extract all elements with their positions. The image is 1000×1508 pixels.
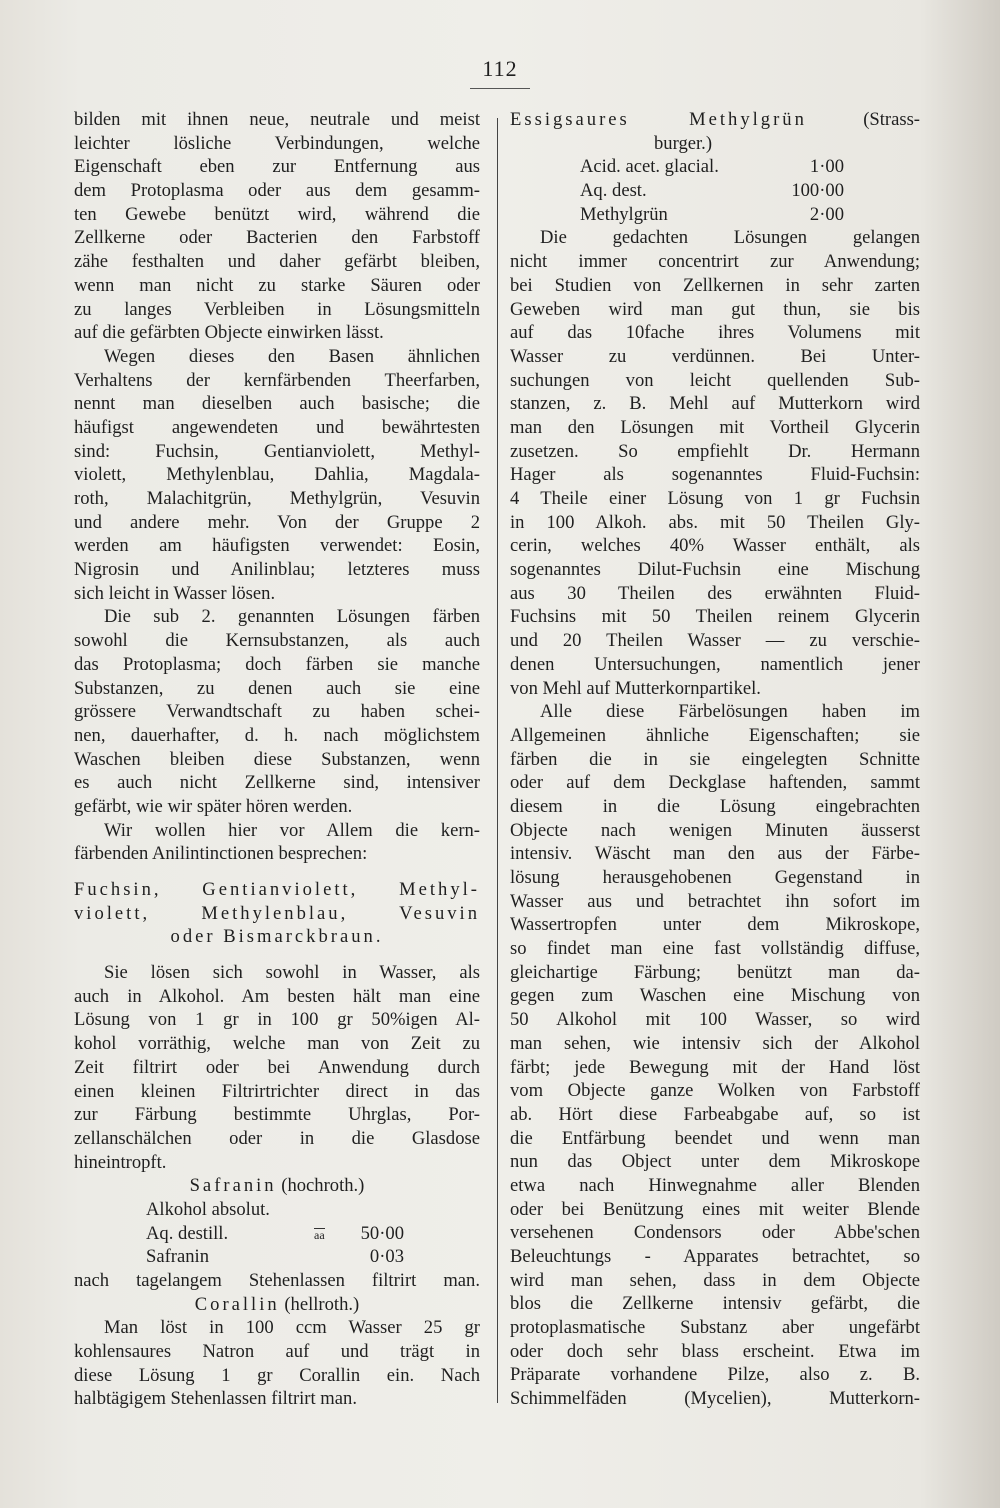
- text-line: violett, Methylenblau, Vesuvin: [74, 902, 480, 924]
- text-line: diesem in die Lösung eingebrachten: [510, 795, 920, 817]
- text-line: Verhaltens der kernfärbenden Theerfarben,: [74, 369, 480, 391]
- text-line: cerin, welches 40% Wasser enthält, als: [510, 535, 920, 557]
- recipe-ingredient: Methylgrün: [580, 203, 668, 225]
- right-column: [510, 108, 920, 1411]
- text-line: blos die Zellkerne intensiv gefärbt, die: [510, 1293, 920, 1315]
- safranin-recipe-line-3: [74, 1245, 480, 1269]
- text-line: so findet man eine fast vollständig diffuse,: [510, 938, 920, 960]
- safranin-title: Safranin: [189, 1175, 277, 1197]
- safranin-title-note: (hochroth.): [281, 1175, 365, 1197]
- page-number-rule: [470, 88, 530, 89]
- recipe-quantity: 2·00: [809, 203, 844, 225]
- text-line: vom Objecte ganze Wolken von Farbstoff: [510, 1080, 920, 1102]
- text-line: auch in Alkohol. Am besten hält man eine: [74, 985, 480, 1007]
- text-line: Fuchsins mit 50 Theilen reinem Glycerin: [510, 606, 920, 628]
- text-line: Beleuchtungs - Apparates betrachtet, so: [510, 1246, 920, 1267]
- text-line: sich leicht in Wasser lösen.: [74, 582, 276, 604]
- recipe-quantity: 100·00: [791, 180, 844, 202]
- text-line: oder auf dem Deckglase haftenden, sammt: [510, 772, 920, 794]
- text-line: halbtägigem Stehenlassen filtrirt man.: [74, 1388, 357, 1410]
- recipe-ingredient: Aq. destill.: [146, 1222, 229, 1244]
- text-line: gegen zum Waschen eine Mischung von: [510, 985, 920, 1007]
- text-line: Fuchsin, Gentianviolett, Methyl-: [74, 879, 480, 900]
- text-line: zellanschälchen oder in die Glasdose: [74, 1127, 480, 1149]
- text-line: Allgemeinen ähnliche Eigenschaften; sie: [510, 724, 920, 746]
- right-paragraphs: [510, 226, 920, 1410]
- text-line: Die gedachten Lösungen gelangen: [540, 227, 920, 249]
- text-line: gleichartige Färbung; benützt man da-: [510, 961, 920, 983]
- text-line: stanzen, z. B. Mehl auf Mutterkorn wird: [510, 393, 920, 415]
- text-line: intensiv. Wäscht man den aus der Färbe-: [510, 843, 920, 865]
- safranin-recipe-line-2: [74, 1222, 480, 1246]
- text-line: und 20 Theilen Wasser — zu verschie-: [510, 630, 920, 652]
- text-line: leichter lösliche Verbindungen, welche: [74, 132, 480, 154]
- text-line: Substanzen, zu denen auch sie eine: [74, 677, 480, 699]
- text-line: Sie lösen sich sowohl in Wasser, als: [104, 962, 480, 984]
- text-line: oder bei Benützung eines mit weiter Blende: [510, 1198, 920, 1220]
- text-line: einen kleinen Filtrirtrichter direct in das: [74, 1080, 480, 1102]
- text-line: kohol vorräthig, welche man von Zeit zu: [74, 1033, 480, 1055]
- text-line: protoplasmatische Substanz aber ungefärbt: [510, 1317, 920, 1339]
- text-line: oder doch sehr blass erscheint. Etwa im: [510, 1340, 920, 1362]
- text-line: zu langes Verbleiben in Lösungsmitteln: [74, 298, 480, 320]
- text-line: Lösung von 1 gr in 100 gr 50%igen Al-: [74, 1009, 480, 1031]
- text-line: nicht immer concentrirt zur Anwendung;: [510, 251, 920, 273]
- methylgruen-title: Essigsaures Methylgrün: [510, 109, 807, 130]
- text-line: aus 30 Theilen des erwähnten Fluid-: [510, 582, 920, 604]
- text-line: Waschen bleiben diese Substanzen, wenn: [74, 748, 480, 770]
- recipe-line: [510, 155, 920, 179]
- recipe-ingredient: Aq. dest.: [580, 180, 647, 202]
- text-line: Schimmelfäden (Mycelien), Mutterkorn-: [510, 1388, 920, 1410]
- recipe-line: [510, 179, 920, 203]
- text-line: suchungen von leicht quellenden Sub-: [510, 369, 920, 391]
- methylgruen-recipe: [510, 155, 920, 226]
- text-line: man den Lösungen mit Vortheil Glycerin: [510, 416, 920, 438]
- text-line: werden am häufigsten verwendet: Eosin,: [74, 535, 480, 557]
- text-line: Die sub 2. genannten Lösungen färben: [104, 606, 480, 628]
- safranin-recipe-line-1: [74, 1198, 480, 1222]
- text-line: Präparate vorhandene Pilze, also z. B.: [510, 1364, 920, 1386]
- left-paragraphs: [74, 108, 480, 866]
- text-line: sowohl die Kernsubstanzen, als auch: [74, 630, 480, 652]
- corallin-title-note: (hellroth.): [284, 1293, 360, 1315]
- text-line: nen, dauerhafter, d. h. nach möglichstem: [74, 724, 480, 746]
- text-line: die Entfärbung beendet und wenn man: [510, 1127, 920, 1149]
- text-line: Zellkerne oder Bacterien den Farbstoff: [74, 227, 480, 249]
- text-line: Geweben wird man gut thun, sie bis: [510, 298, 920, 320]
- left-column: [74, 108, 480, 1411]
- recipe-quantity: 1·00: [809, 156, 844, 178]
- text-line: etwa nach Hinwegnahme aller Blenden: [510, 1174, 920, 1196]
- column-divider: [497, 118, 498, 1403]
- text-line: diese Lösung 1 gr Corallin ein. Nach: [74, 1364, 480, 1386]
- spacer: [74, 866, 480, 878]
- spacer: [74, 949, 480, 961]
- text-line: und andere mehr. Von der Gruppe 2: [74, 511, 480, 533]
- right-title-line-2: burger.): [654, 132, 713, 154]
- text-line: Wegen dieses den Basen ähnlichen: [104, 345, 480, 367]
- text-line: grössere Verwandtschaft zu haben schei-: [74, 701, 480, 723]
- text-line: dem Protoplasma oder aus dem gesamm-: [74, 180, 480, 202]
- text-line: bei Studien von Zellkernen in sehr zarten: [510, 274, 920, 296]
- text-line: nennt man dieselben auch basische; die: [74, 393, 480, 415]
- text-line: Hager als sogenanntes Fluid-Fuchsin:: [510, 464, 920, 486]
- text-line: man sehen, wie intensiv sich der Alkohol: [510, 1032, 920, 1054]
- text-line: Eigenschaft eben zur Entfernung aus: [74, 156, 480, 178]
- text-line: ab. Hört diese Farbeabgabe auf, so ist: [510, 1103, 920, 1125]
- text-line: es auch nicht Zellkerne sind, intensiver: [74, 772, 480, 794]
- text-line: kohlensaures Natron auf und trägt in: [74, 1341, 480, 1363]
- text-line: violett, Methylenblau, Dahlia, Magdala-: [74, 464, 480, 486]
- text-line: oder Bismarckbraun.: [170, 926, 384, 948]
- text-line: das Protoplasma; doch färben sie manche: [74, 653, 480, 675]
- text-line: häufigst angewendeten und bewährtesten: [74, 416, 480, 438]
- methylgruen-title-rest: (Strass-: [863, 109, 920, 130]
- recipe-ingredient: Acid. acet. glacial.: [580, 156, 719, 178]
- text-line: zur Färbung bestimmte Uhrglas, Por-: [74, 1104, 480, 1126]
- text-line: sogenanntes Dilut-Fuchsin eine Mischung: [510, 559, 920, 581]
- corallin-paragraph: [74, 1316, 480, 1411]
- text-line: ten Gewebe benützt wird, während die: [74, 203, 480, 225]
- text-line: nach tagelangem Stehenlassen filtrirt man.: [74, 1270, 480, 1291]
- text-line: 50 Alkohol mit 100 Wasser, so wird: [510, 1009, 920, 1031]
- recipe-ingredient: Alkohol absolut.: [146, 1198, 270, 1220]
- page-number: 112: [482, 56, 518, 81]
- text-line: Objecte nach wenigen Minuten äusserst: [510, 819, 920, 841]
- ana-symbol: aa: [314, 1227, 325, 1242]
- text-line: Wassertropfen unter dem Mikroskope,: [510, 914, 920, 936]
- dye-heading: [74, 878, 480, 949]
- text-line: auf das 10fache ihres Volumens mit: [510, 322, 920, 344]
- recipe-line: [510, 203, 920, 227]
- corallin-title: Corallin: [194, 1293, 280, 1315]
- text-line: färbenden Anilintinctionen besprechen:: [74, 843, 368, 865]
- recipe-quantity: 50·00: [360, 1222, 404, 1244]
- text-line: versehenen Condensors oder Abbe'schen: [510, 1222, 920, 1244]
- text-line: bilden mit ihnen neue, neutrale und meist: [74, 109, 480, 130]
- text-line: Nigrosin und Anilinblau; letzteres muss: [74, 559, 480, 581]
- text-line: sind: Fuchsin, Gentianviolett, Methyl-: [74, 440, 480, 462]
- text-line: zähe festhalten und daher gefärbt bleiben,: [74, 251, 480, 273]
- recipe-ingredient: Safranin: [146, 1246, 209, 1268]
- text-line: Wasser zu verdünnen. Bei Unter-: [510, 345, 920, 367]
- text-line: wenn man nicht zu starke Säuren oder: [74, 274, 480, 296]
- text-line: Wasser aus und betrachtet ihn sofort im: [510, 890, 920, 912]
- text-line: roth, Malachitgrün, Methylgrün, Vesuvin: [74, 488, 480, 509]
- text-line: von Mehl auf Mutterkornpartikel.: [510, 677, 761, 699]
- text-line: auf die gefärbten Objecte einwirken lässt.: [74, 322, 384, 344]
- solution-paragraph: [74, 961, 480, 1174]
- recipe-quantity: 0·03: [369, 1246, 404, 1268]
- corallin-title-line: [74, 1293, 480, 1317]
- text-line: Zeit filtrirt oder bei Anwendung durch: [74, 1056, 480, 1078]
- text-line: Alle diese Färbelösungen haben im: [540, 701, 920, 723]
- text-line: Man löst in 100 ccm Wasser 25 gr: [104, 1317, 480, 1339]
- right-title-line: [510, 108, 920, 132]
- text-line: färben die in sie eingelegten Schnitte: [510, 748, 920, 770]
- safranin-title-line: [74, 1174, 480, 1198]
- text-line: hineintropft.: [74, 1151, 167, 1173]
- text-line: in 100 Alkoh. abs. mit 50 Theilen Gly-: [510, 511, 920, 533]
- text-line: färbt; jede Bewegung mit der Hand löst: [510, 1056, 920, 1078]
- text-line: zusetzen. So empfiehlt Dr. Hermann: [510, 440, 920, 462]
- text-line: denen Untersuchungen, namentlich jener: [510, 653, 920, 675]
- text-line: 4 Theile einer Lösung von 1 gr Fuchsin: [510, 488, 920, 509]
- text-line: lösung herausgehobenen Gegenstand in: [510, 867, 920, 888]
- text-line: Wir wollen hier vor Allem die kern-: [104, 819, 480, 841]
- text-line: wird man sehen, dass in dem Objecte: [510, 1269, 920, 1291]
- text-line: gefärbt, wie wir später hören werden.: [74, 795, 353, 817]
- text-line: nun das Object unter dem Mikroskope: [510, 1151, 920, 1173]
